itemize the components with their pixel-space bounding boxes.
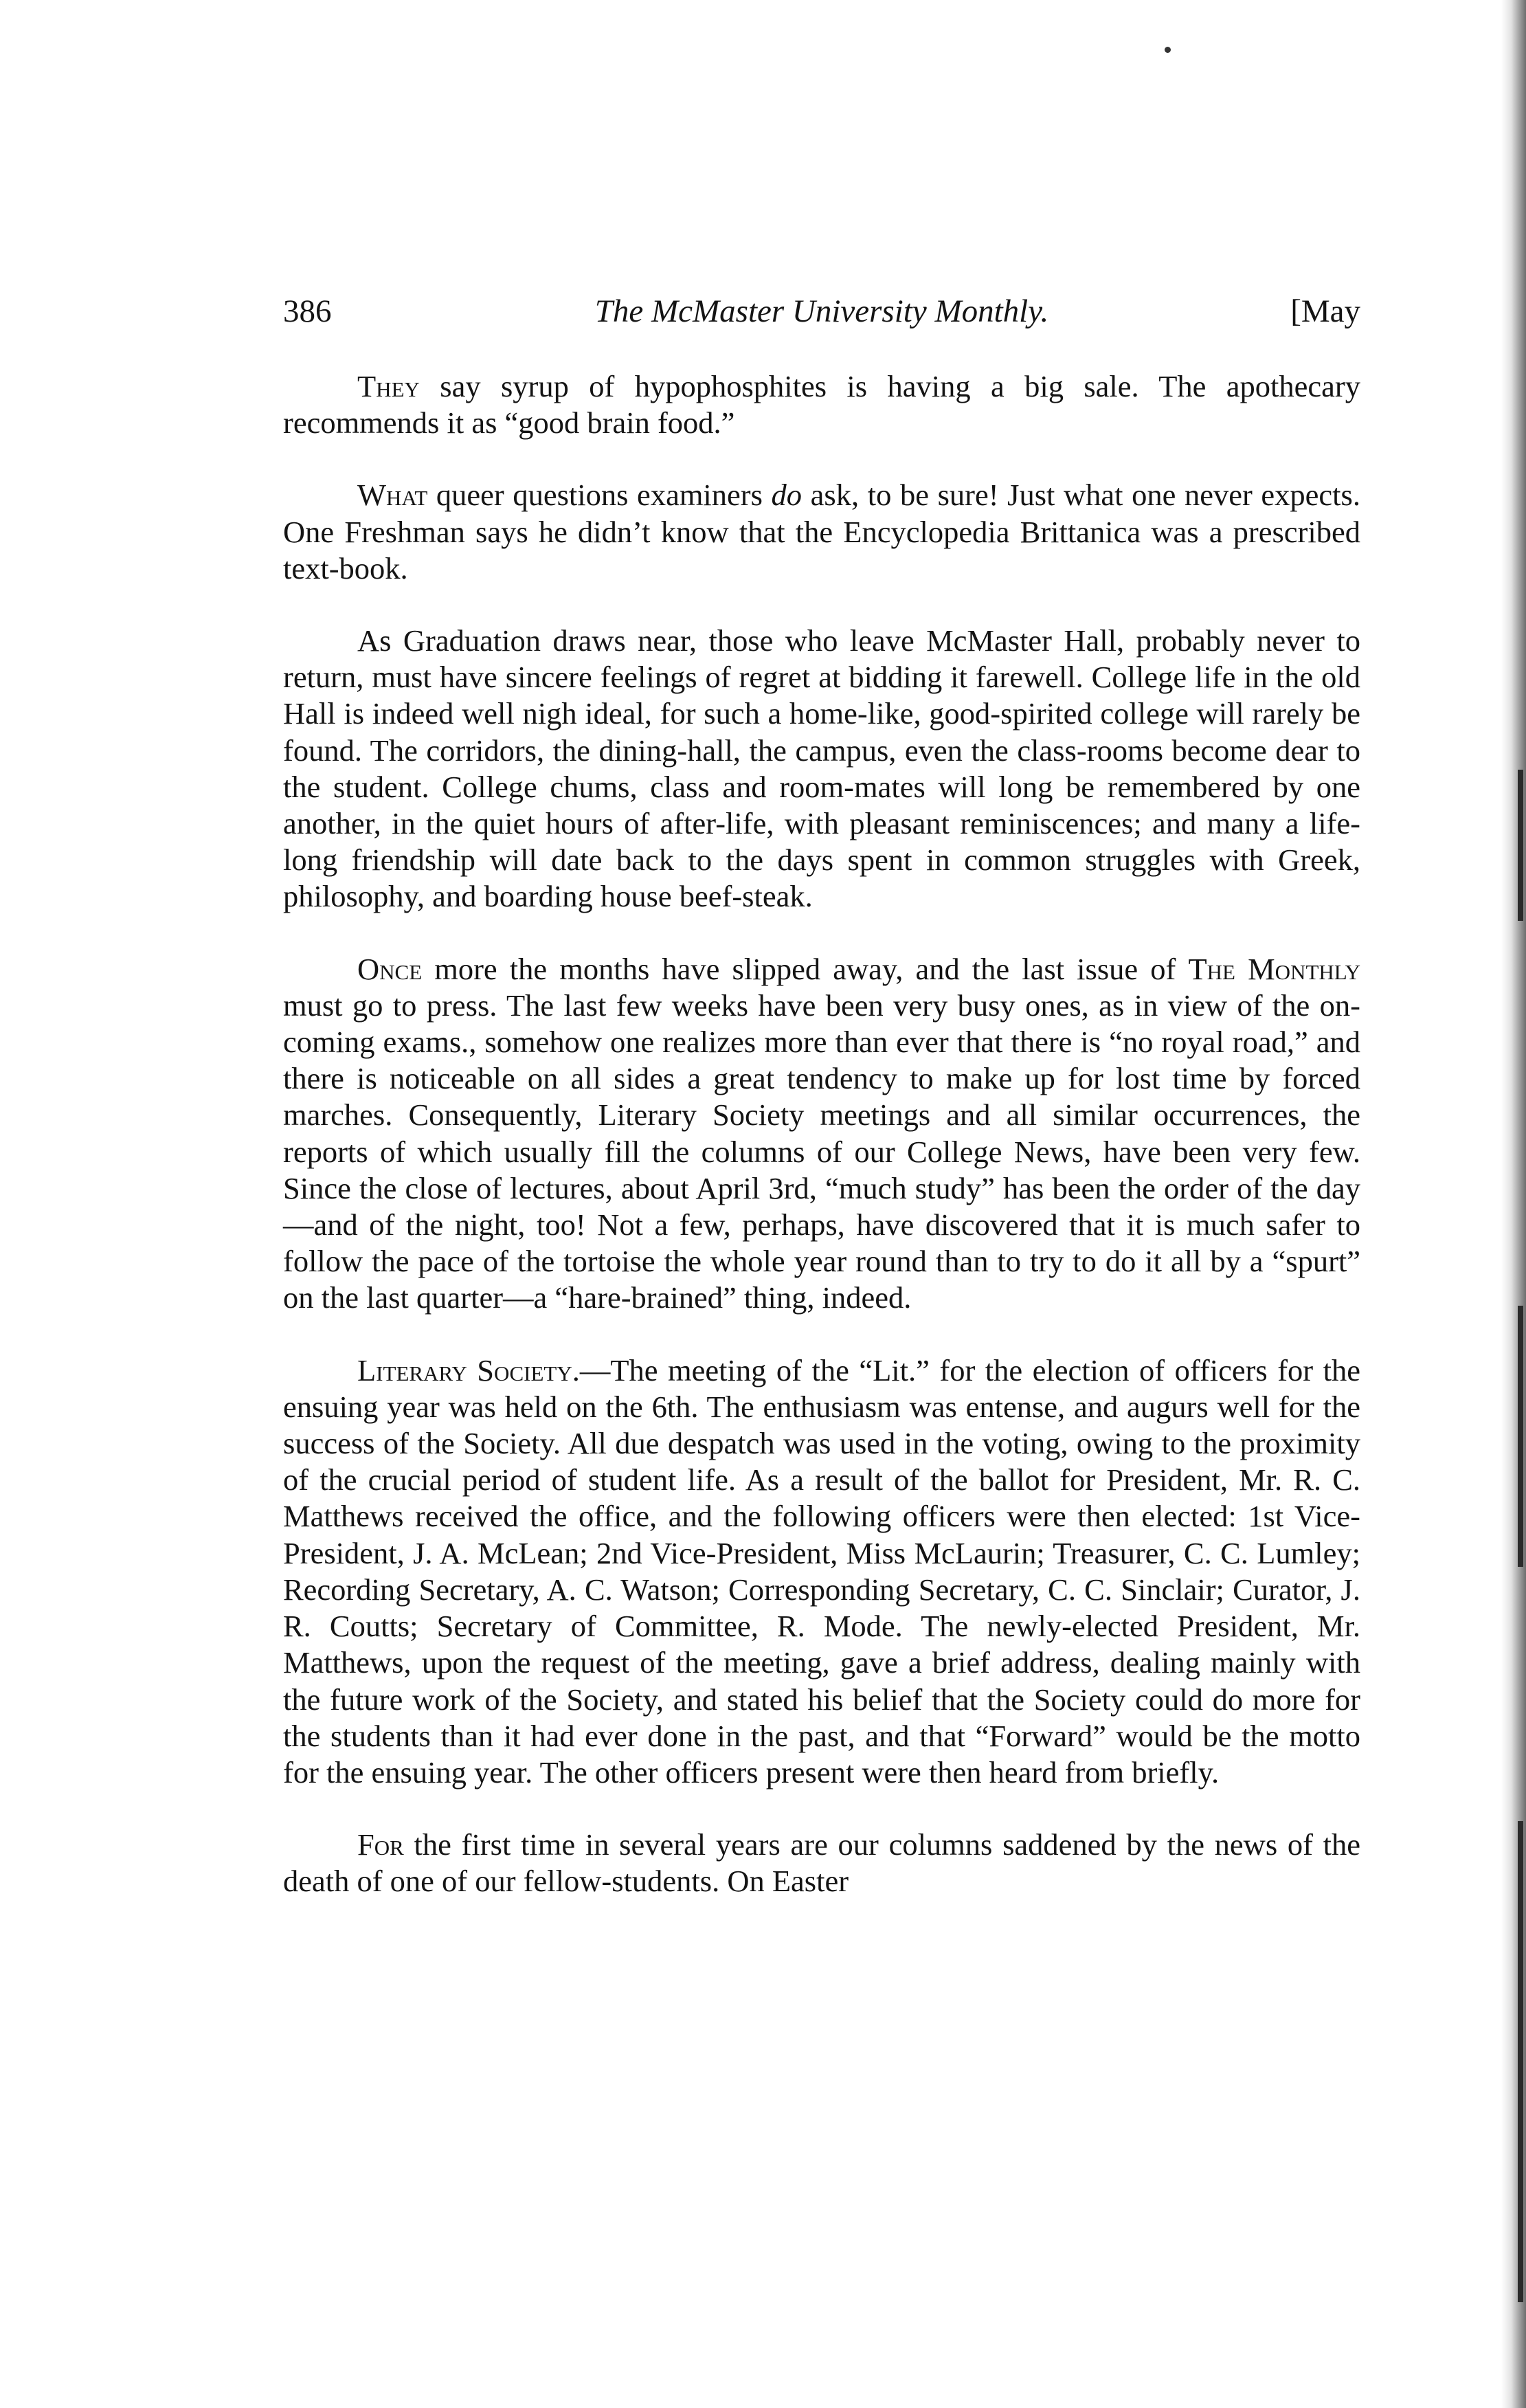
paragraph-emphasis: do — [771, 478, 803, 513]
paragraph-text: say syrup of hypophosphites is having a big sale. The apothecary recommends it as “good brain food.” — [283, 369, 1360, 441]
section-heading: Literary Society. — [357, 1352, 580, 1387]
paragraph-graduation — [283, 623, 1360, 915]
scan-edge-mark — [1518, 1821, 1523, 2302]
ink-speck — [1165, 47, 1171, 53]
paragraph-lead: For — [357, 1827, 404, 1862]
journal-title: The McMaster University Monthly. — [594, 293, 1049, 329]
paragraph-lead: They — [357, 369, 420, 403]
paragraph-once-more — [283, 951, 1360, 1317]
paragraph-text: more the months have slipped away, and the last issue of — [422, 951, 1189, 986]
scan-edge-mark — [1518, 770, 1523, 921]
paragraph-lead: Once — [357, 951, 423, 986]
paragraph-text: —The meeting of the “Lit.” for the election of officers for the ensuing year was held on the 6th. The enthusiasm was entense, and augurs well for the success of the Society. All due despatch was used in the voting, owing to the proximity of the crucial period of student life. As a result of the ballot for President, Mr. R. C. Matthews received the office, and the following officers were then elected: 1st Vice-President, J. A. McLean; 2nd Vice-President, Miss McLaurin; Treasurer, C. C. Lumley; Recording Secretary, A. C. Watson; Corresponding Secretary, C. C. Sinclair; Curator, J. R. Coutts; Secretary of Committee, R. Mode. The newly-elected President, Mr. Matthews, upon the request of the meeting, gave a brief address, dealing mainly with the future work of the Society, and stated his belief that the Society could do more for the students than it had ever done in the past, and that “Forward” would be the motto for the ensuing year. The other officers present were then heard from briefly. — [283, 1352, 1360, 1790]
paragraph-text: As Graduation draws near, those who leave McMaster Hall, probably never to return, must have sincere feelings of regret at bidding it farewell. College life in the old Hall is indeed well nigh ideal, for such a home-like, good-spirited college will rarely be found. The corridors, the dining-hall, the campus, even the class-rooms become dear to the student. College chums, class and room-mates will long be remembered by one another, in the quiet hours of after-life, with pleasant reminiscences; and many a life-long friendship will date back to the days spent in common struggles with Greek, philosophy, and boarding house beef-steak. — [283, 623, 1360, 914]
paragraph-text-continued: ask, to be sure! Just what one never expects. One Freshman says he didn’t know that the Encyclopedia Brittanica was a prescribed text-book. — [283, 478, 1360, 586]
issue-month: [May — [1290, 293, 1360, 329]
monthly-smallcaps: The Monthly — [1188, 951, 1360, 986]
paragraph-lead: What — [357, 478, 428, 513]
page-number: 386 — [283, 293, 332, 329]
running-header — [283, 287, 1360, 335]
paragraph-text: queer questions examiners — [427, 478, 772, 513]
scan-edge-mark — [1518, 1306, 1523, 1567]
paragraph-text: the first time in several years are our columns saddened by the news of the death of one of our fellow-students. On Easter — [283, 1827, 1360, 1899]
paragraph-examiners — [283, 477, 1360, 587]
paragraph-syrup — [283, 368, 1360, 441]
paragraph-text-continued: must go to press. The last few weeks have been very busy ones, as in view of the on-coming exams., somehow one realizes more than ever that there is “no royal road,” and there is noticeable on all sides a great tendency to make up for lost time by forced marches. Consequently, Literary Society meetings and all similar occurrences, the reports of which usually fill the columns of our College News, have been very few. Since the close of lectures, about April 3rd, “much study” has been the order of the day—and of the night, too! Not a few, perhaps, have discovered that it is much safer to follow the pace of the tortoise the whole year round than to try to do it all by a “spurt” on the last quarter—a “hare-brained” thing, indeed. — [283, 988, 1360, 1315]
paragraph-first-time — [283, 1827, 1360, 1899]
article-body — [283, 368, 1360, 1936]
paragraph-literary-society — [283, 1352, 1360, 1791]
